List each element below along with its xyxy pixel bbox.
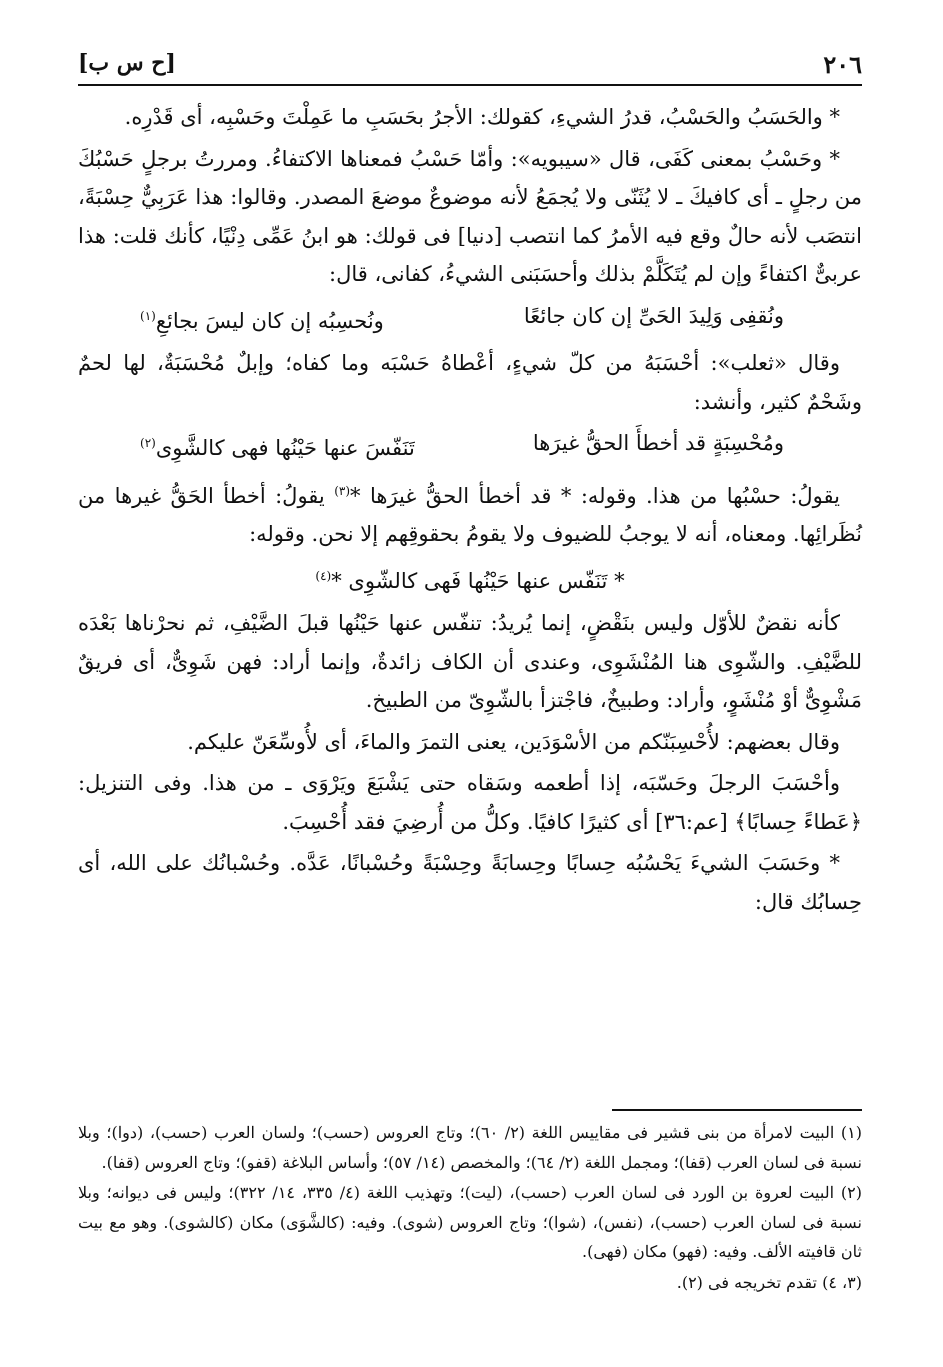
poem1-left-hemistich xyxy=(140,297,384,341)
para4-part-a: يقولُ: حسْبُها من هذا. وقوله: * قد أخطأ الحقُّ غيرَها * xyxy=(350,483,840,508)
footnote-mark-2: (٢) xyxy=(140,436,156,450)
main-text xyxy=(78,98,862,924)
footnotes xyxy=(78,1118,862,1298)
footnote-3-4: (٣، ٤) تقدم تخريجه فى (٢). xyxy=(676,1272,862,1292)
dictionary-page xyxy=(78,44,862,1334)
poem2-left-hemistich xyxy=(140,424,415,468)
footnote-1: (١) البيت لامرأة من بنى قشير فى مقاييس اللغة (٢/ ٦٠)؛ وتاج العروس (حسب)؛ ولسان العرب (حسب)، (دوا)؛ وبلا نسبة فى لسان العرب (قفا)؛ ومجمل اللغة (٢/ ٦٤)؛ والمخصص (١٤/ ٥٧)؛ وأساس البلاغة (قفو)؛ وتاج العروس (قفا). xyxy=(78,1123,863,1172)
page-header xyxy=(78,44,862,86)
footnote-divider xyxy=(612,1109,862,1111)
poem2-left-text: تَنَفّسَ عنها حَيْنُها فهى كالشَّوِى xyxy=(155,436,415,460)
footnote-mark-1: (١) xyxy=(140,308,156,323)
paragraph-thalab: وقال «ثعلب»: أحْسَبَهُ من كلّ شيءٍ، أعْطاهُ حَسْبَه وما كفاه؛ وإبلٌ مُحْسَبَةٌ، لها لحمٌ وشَحْمٌ كثير، وأنشد: xyxy=(78,351,862,414)
poem1-left-text: ونُحسِبُه إن كان ليسَ بجائعِ xyxy=(155,308,384,333)
poem-verse-1 xyxy=(78,297,862,341)
paragraph-yaqul xyxy=(78,472,862,554)
quote-line xyxy=(78,557,862,601)
footnote-mark-4: (٤) xyxy=(315,568,332,583)
running-head: [ح س ب] xyxy=(78,50,176,76)
poem-verse-2 xyxy=(78,424,862,468)
poem1-right-hemistich: ونُقفِى وَلِيدَ الحَىِّ إن كان جائعًا xyxy=(523,303,784,328)
footnote-2: (٢) البيت لعروة بن الورد فى لسان العرب (حسب)، (ليت)؛ وتهذيب اللغة (٤/ ٣٣٥، ١٤/ ٣٢٢)؛ وليس فى ديوانه؛ وبلا نسبة فى لسان العرب (حسب)، (نفس)، (شوا)؛ وتاج العروس (شوى). وفيه: (كالشَّوَى) مكان (كالشوى). وهو مع بيت ثان قافيته الألف. وفيه: (فهو) مكان (فهى). xyxy=(78,1183,862,1261)
paragraph-naqd: كأنه نقضٌ للأوّل وليس بنَقْضٍ، إنما يُريدُ: تنفّس عنها حَيْنُها قبلَ الضَّيْفِ، ثم نحرْناها بَعْدَه للضَّيْفِ. والشّوِى هنا المُنْشَوِى، وعندى أن الكاف زائدةٌ، وإنما أراد: فهن شَوِىٌّ، أى فريقٌ مَشْوِىٌّ أوْ مُنْشَوٍ، وأراد: وطبيخٌ، فاجْتزأ بالشّوِىّ من الطبيخ. xyxy=(78,611,862,712)
paragraph-ahsaba: وأحْسَبَ الرجلَ وحَسّبَه، إذا أطعمه وسَقاه حتى يَشْبَعَ ويَرْوَى ـ من هذا. وفى التنزيل: ﴿عَطاءً حِسابًا﴾ [عم:٣٦] أى كثيرًا كافيًا. وكلُّ من أُرضِيَ فقد أُحْسِبَ. xyxy=(78,771,862,834)
paragraph-hasab: * والحَسَبُ والحَسْبُ، قدرُ الشيءِ، كقولك: الأجرُ بحَسَبِ ما عَمِلْتَ وحَسْبِه، أى قَدْرِه. xyxy=(124,105,840,129)
footnote-mark-3: (٣) xyxy=(334,483,351,498)
paragraph-hasb: * وحَسْبُ بمعنى كَفَى، قال «سيبويه»: وأمّا حَسْبُ فمعناها الاكتفاءُ. ومررتُ برجلٍ حَسْبُكَ من رجلٍ ـ أى كافيكَ ـ لا يُثَنّى ولا يُجمَعُ لأنه موضوعٌ موضعَ المصدر. وقالوا: هذا عَرَبِيٌّ حِسْبَةً، انتصَب لأنه حالٌ وقع فيه الأمرُ كما انتصب [دنيا] فى قولك: هو ابنُ عَمِّى دِنْيًا، كأنك قلت: هذا عربىٌّ اكتفاءً وإن لم يُتَكَلَّمْ بذلك وأحسَبَنى الشيءُ، كفانى، قال: xyxy=(78,146,862,286)
paragraph-hisab: * وحَسَبَ الشيءَ يَحْسُبُه حِسابًا وحِسابَةً وحِسْبَةً وحُسْبانًا، عَدَّه. وحُسْبانُك على الله، أى حِسابُك قال: xyxy=(78,851,862,914)
para4-part-b: يقولُ: أخطأ الحَقُّ غيرها من نُظَرائِها. ومعناه، أنه لا يوجبُ للضيوف ولا يقومُ بحقوقِهم إلا نحن. وقوله: xyxy=(78,483,862,546)
quote-line-text: * تَنَفّس عنها حَيْنُها فَهى كالشّوِى * xyxy=(331,568,625,593)
page-number: ٢٠٦ xyxy=(823,50,862,79)
poem2-right-hemistich: ومُحْسِبَةٍ قد أخطأَ الحقُّ غيرَها xyxy=(532,431,784,455)
paragraph-aswadayn: وقال بعضهم: لأُحْسِبَنّكم من الأسْوَدَين، يعنى التمرَ والماءَ، أى لأُوسِّعَنّ عليكم. xyxy=(187,729,840,754)
